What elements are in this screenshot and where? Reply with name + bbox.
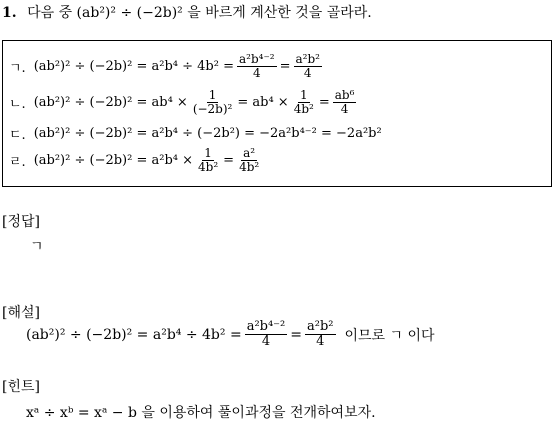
fraction <box>292 89 316 116</box>
fraction-denominator: 4b² <box>198 160 219 175</box>
fraction-denominator: (−2b)² <box>192 102 233 117</box>
equals-sign: = <box>279 59 291 75</box>
fraction-denominator: 4 <box>340 102 349 117</box>
explanation-conclusion: 이므로 ㄱ 이다 <box>344 327 435 344</box>
fraction <box>294 53 322 80</box>
fraction-denominator: 4 <box>316 334 325 350</box>
fraction <box>196 147 220 174</box>
question-text: 다음 중 (ab²)² ÷ (−2b)² 을 바르게 계산한 것을 골라라. <box>27 5 372 21</box>
option-label: ㄷ. <box>9 128 26 143</box>
option-c <box>9 124 382 143</box>
option-b <box>9 89 359 116</box>
explanation-line <box>26 320 435 350</box>
fraction-denominator: 4b² <box>293 102 314 117</box>
fraction-numerator: ab⁶ <box>334 88 355 102</box>
fraction <box>333 89 357 116</box>
explanation-expression: (ab²)² ÷ (−2b)² = a²b⁴ ÷ 4b² = <box>26 326 242 343</box>
fraction-numerator: a²b⁴⁻² <box>246 319 286 334</box>
fraction-denominator: 4b² <box>239 160 260 175</box>
option-expression: (ab²)² ÷ (−2b)² = a²b⁴ ÷ 4b² = <box>33 59 234 75</box>
answer-header: [정답] <box>2 214 40 230</box>
fraction <box>237 53 277 80</box>
fraction-numerator: a²b² <box>295 52 320 66</box>
fraction-denominator: 4 <box>261 334 271 350</box>
explanation-header: [해설] <box>2 305 40 321</box>
equals-sign: = <box>223 153 235 169</box>
fraction <box>245 320 288 350</box>
fraction <box>237 147 261 174</box>
option-expression-mid: = ab⁴ × <box>237 95 289 111</box>
question-number: 1. <box>2 5 17 21</box>
fraction-denominator: 4 <box>303 66 312 81</box>
equals-sign: = <box>318 95 330 111</box>
option-expression: (ab²)² ÷ (−2b)² = a²b⁴ ÷ (−2b²) = −2a²b⁴⁻² = −2a²b² <box>33 126 382 141</box>
option-a <box>9 53 325 80</box>
answer-value: ㄱ <box>30 239 44 255</box>
fraction-numerator: a² <box>243 146 256 160</box>
option-expression: (ab²)² ÷ (−2b)² = a²b⁴ × <box>33 153 194 169</box>
fraction-numerator: 1 <box>299 88 308 102</box>
fraction <box>191 89 235 116</box>
option-label: ㄴ. <box>9 97 26 113</box>
fraction-numerator: 1 <box>204 146 212 160</box>
option-expression: (ab²)² ÷ (−2b)² = ab⁴ × <box>33 95 188 111</box>
fraction <box>305 320 336 350</box>
option-label: ㄹ. <box>9 155 26 171</box>
fraction-numerator: a²b² <box>307 319 334 334</box>
hint-text: xᵃ ÷ xᵇ = xᵃ − b 을 이용하여 풀이과정을 전개하여보자. <box>26 405 376 421</box>
fraction-numerator: a²b⁴⁻² <box>238 52 275 66</box>
fraction-denominator: 4 <box>252 66 261 81</box>
equals-sign: = <box>290 326 302 343</box>
fraction-numerator: 1 <box>208 88 217 102</box>
option-d <box>9 147 264 174</box>
hint-header: [힌트] <box>2 379 40 395</box>
question-title <box>2 2 372 22</box>
options-box <box>2 40 552 187</box>
option-label: ㄱ. <box>9 61 26 77</box>
